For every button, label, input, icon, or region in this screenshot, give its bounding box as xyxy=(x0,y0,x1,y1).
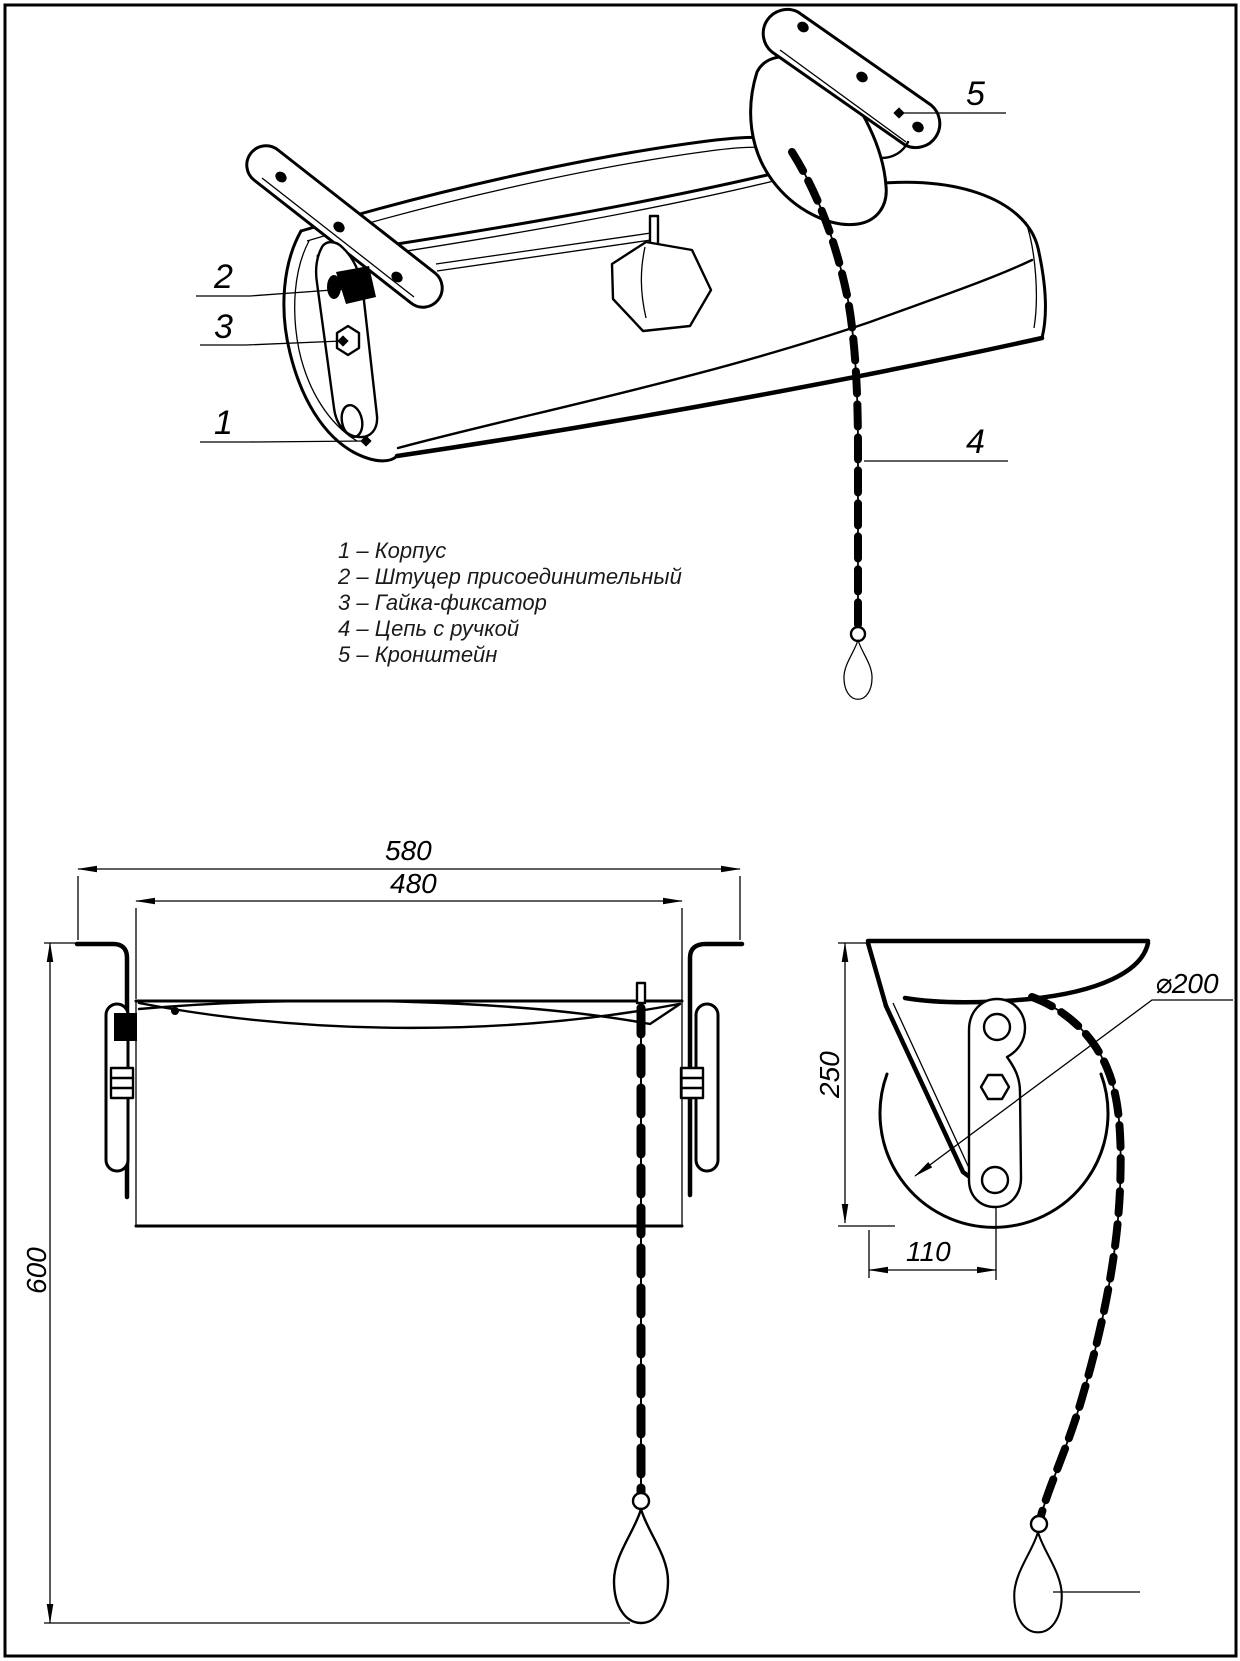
chain-handle xyxy=(614,1509,668,1623)
fitting-front xyxy=(114,1013,137,1041)
chain-ring xyxy=(851,627,865,641)
dim-250-text: 250 xyxy=(814,1051,845,1098)
callout-3: 3 xyxy=(214,308,233,346)
side-view xyxy=(814,941,1233,1632)
dimension-diameter xyxy=(915,968,1233,1176)
legend-item-4: 4 – Цепь с ручкой xyxy=(338,616,520,641)
callout-4: 4 xyxy=(966,423,985,461)
legend-item-1: 1 – Корпус xyxy=(338,538,447,563)
front-left-bracket xyxy=(77,944,137,1197)
front-body xyxy=(136,1001,682,1226)
dimension-body-length xyxy=(136,868,682,1000)
legend-item-3: 3 – Гайка-фиксатор xyxy=(338,590,547,615)
legend-item-5: 5 – Кронштейн xyxy=(338,642,498,667)
rivet-dot xyxy=(171,1007,179,1015)
legend-item-2: 2 – Штуцер присоединительный xyxy=(338,564,682,589)
front-view xyxy=(21,835,742,1623)
chain-handle xyxy=(1014,1532,1062,1632)
chain-front xyxy=(614,983,668,1623)
chain-ring xyxy=(1031,1516,1047,1532)
lock-nut-side xyxy=(981,1075,1009,1099)
legend xyxy=(337,538,682,667)
side-lever-plate xyxy=(969,999,1025,1207)
dim-580-text: 580 xyxy=(385,835,432,866)
front-right-bracket xyxy=(681,944,742,1195)
chain-pin xyxy=(637,983,645,1003)
sheet-border xyxy=(5,5,1236,1656)
hex-fitting xyxy=(612,242,711,331)
callout-2: 2 xyxy=(214,258,233,296)
right-bracket xyxy=(751,9,940,224)
bracket-bolt xyxy=(111,1068,133,1098)
dim-d200-text: ⌀200 xyxy=(1155,968,1219,999)
chain-iso xyxy=(792,152,872,699)
callout-1: 1 xyxy=(214,404,233,442)
chain-side xyxy=(1014,997,1140,1632)
dimension-axis-offset xyxy=(869,1230,996,1278)
dim-110-text: 110 xyxy=(906,1236,951,1267)
chain-handle xyxy=(844,640,872,699)
callout-5: 5 xyxy=(966,75,985,113)
dim-600-text: 600 xyxy=(21,1247,52,1294)
dim-480-text: 480 xyxy=(390,868,437,899)
chain-ring xyxy=(633,1493,649,1509)
bracket-bolt xyxy=(681,1068,703,1098)
isometric-view xyxy=(196,9,1045,699)
spray-fitting xyxy=(436,216,711,331)
